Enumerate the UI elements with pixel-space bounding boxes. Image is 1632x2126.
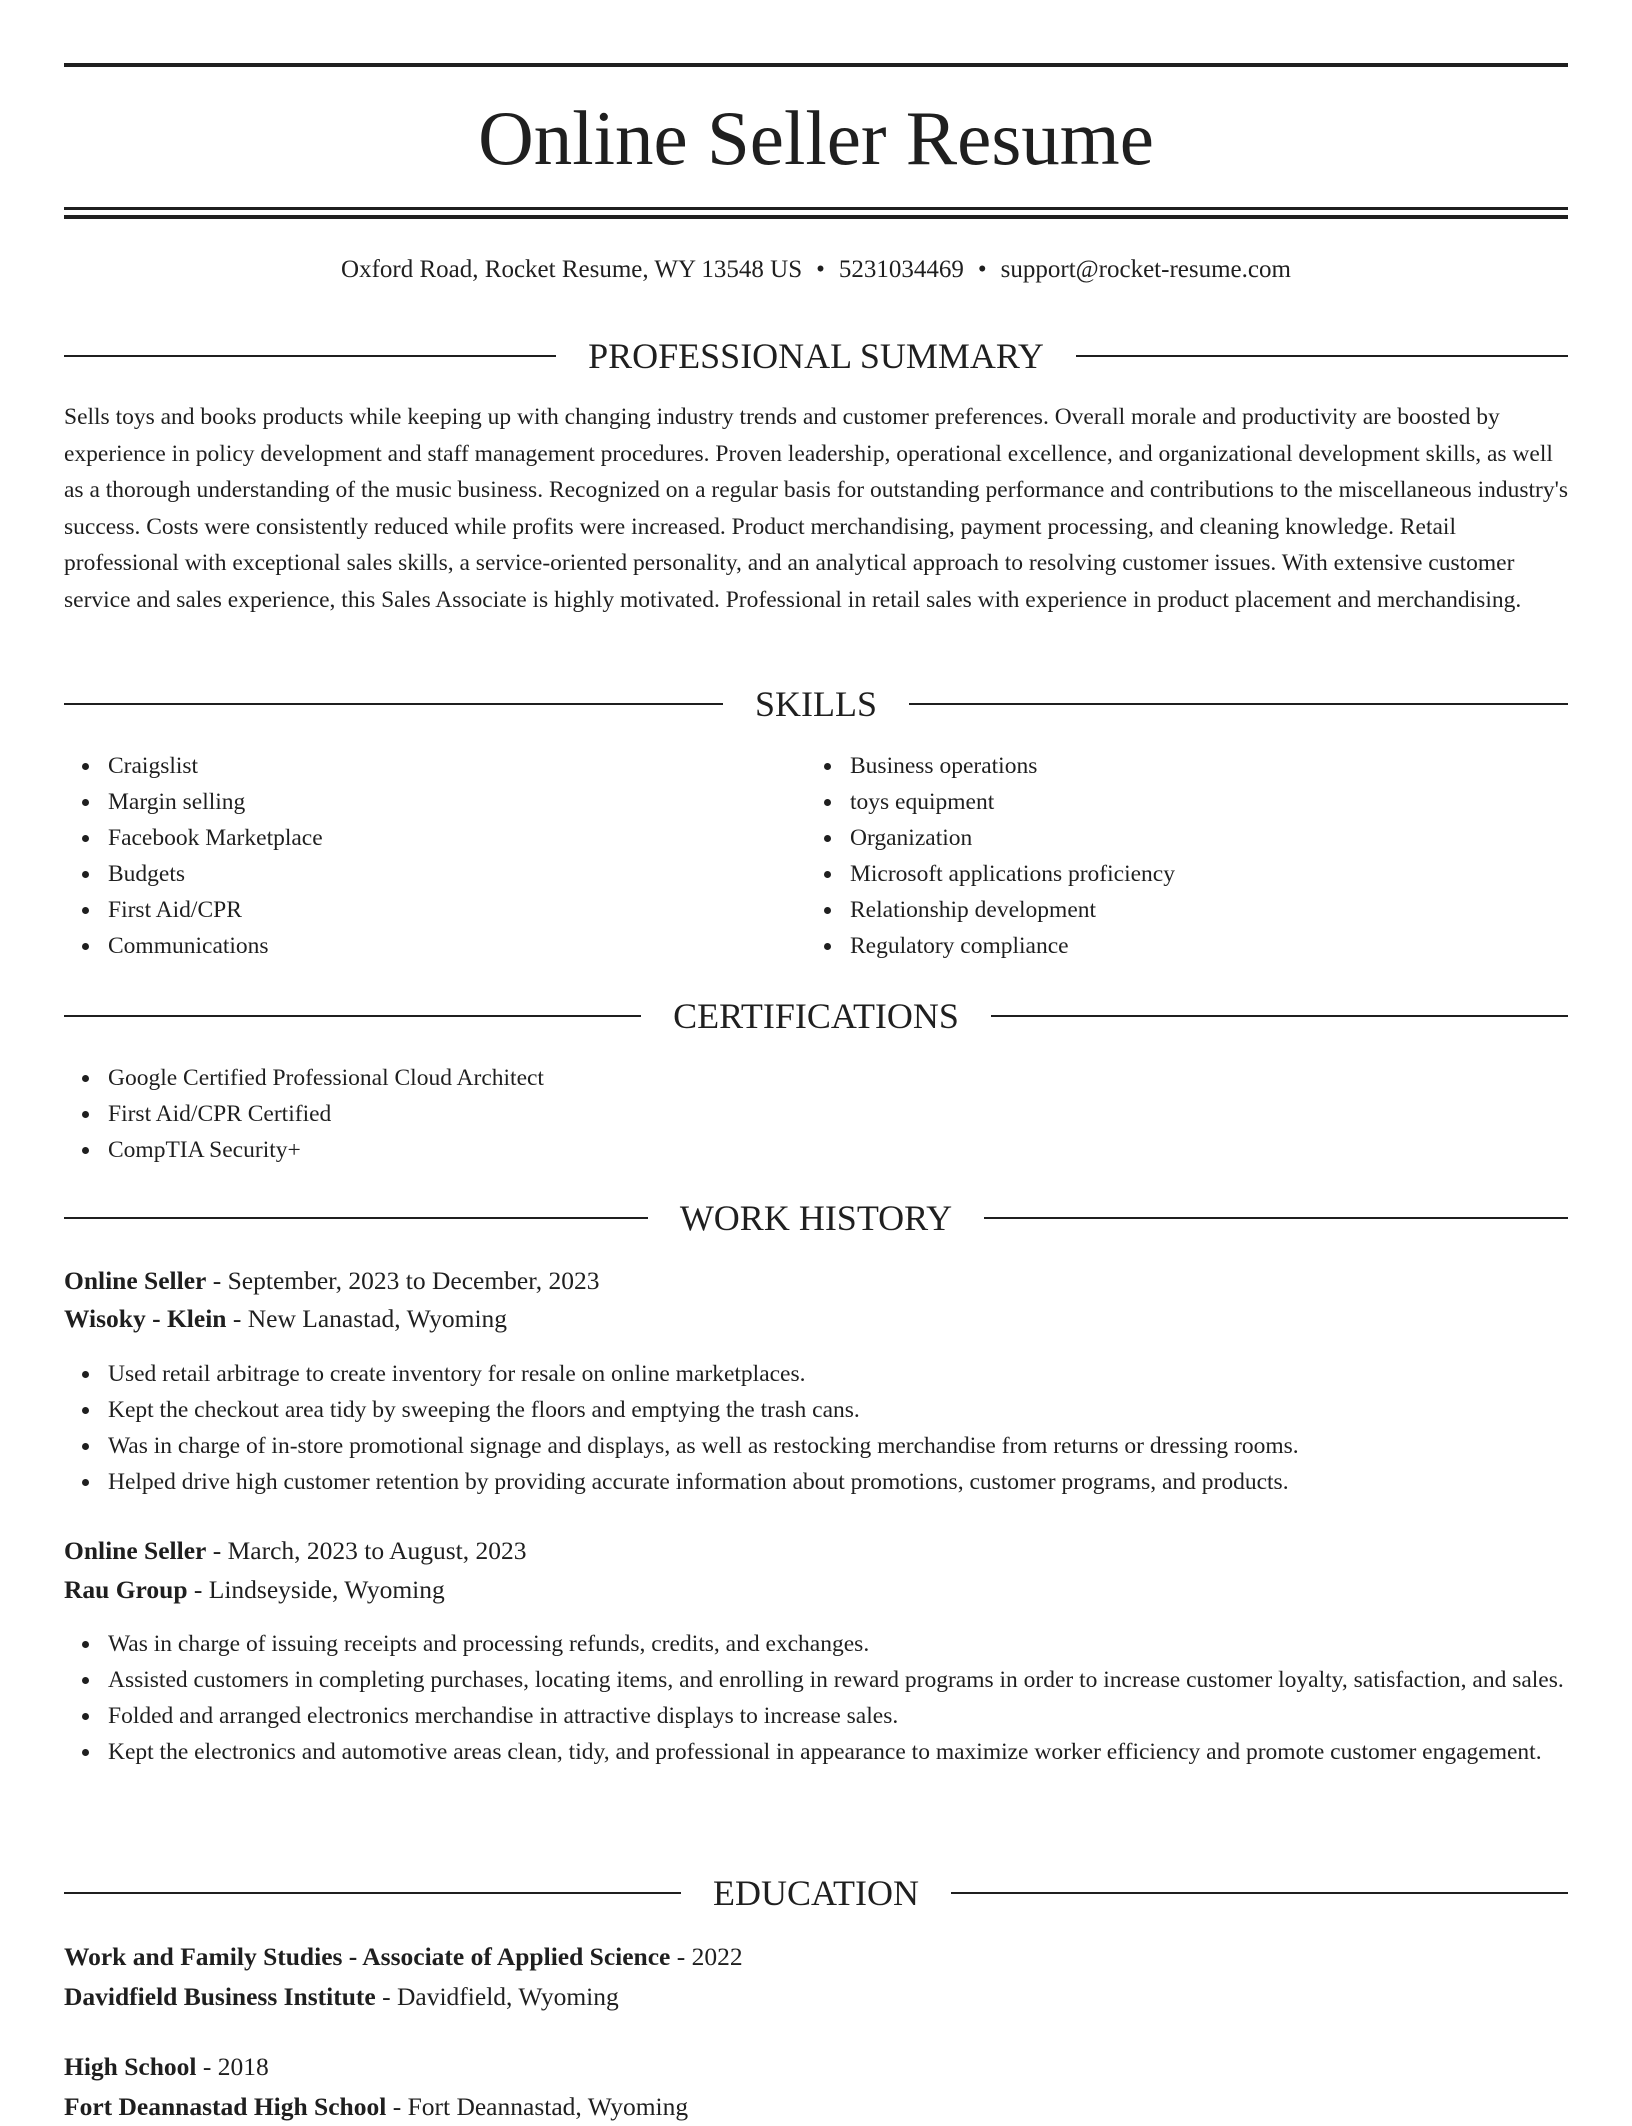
contact-email: support@rocket-resume.com: [1000, 256, 1291, 283]
section-heading-work-history: [64, 1194, 1568, 1242]
job-title: Online Seller: [64, 1536, 207, 1565]
heading-rule: [984, 1217, 1568, 1219]
job-duty-item: Folded and arranged electronics merchandise in attractive displays to increase sales.: [108, 1698, 1568, 1734]
job-company: Rau Group: [64, 1575, 188, 1604]
job-company-line: [64, 1300, 1568, 1338]
job-duty-item: Kept the electronics and automotive areas clean, tidy, and professional in appearance to maximize worker efficiency and promote customer engagement.: [108, 1734, 1568, 1770]
heading-rule: [64, 1892, 681, 1894]
contact-line: [64, 252, 1568, 288]
job-company: Wisoky - Klein: [64, 1304, 227, 1333]
job-duty-item: Kept the checkout area tidy by sweeping the floors and emptying the trash cans.: [108, 1392, 1568, 1428]
job-duty-item: Helped drive high customer retention by providing accurate information about promotions, customer programs, and products.: [108, 1464, 1568, 1500]
job-duty-item: Was in charge of issuing receipts and processing refunds, credits, and exchanges.: [108, 1626, 1568, 1662]
title-double-rule-lower: [64, 215, 1568, 219]
education-year: - 2018: [196, 2052, 269, 2081]
heading-rule: [64, 1217, 648, 1219]
section-heading-skills: [64, 680, 1568, 728]
certification-item: Google Certified Professional Cloud Architect: [108, 1060, 1568, 1096]
certification-item: CompTIA Security+: [108, 1132, 1568, 1168]
skill-item: Craigslist: [108, 748, 808, 784]
education-school: Fort Deannastad High School: [64, 2092, 387, 2121]
section-heading-summary: [64, 332, 1568, 380]
skill-item: First Aid/CPR: [108, 892, 808, 928]
heading-rule: [64, 703, 723, 705]
education-degree: Work and Family Studies - Associate of Applied Science: [64, 1942, 671, 1971]
job-dates: - March, 2023 to August, 2023: [206, 1536, 527, 1565]
job-title-line: [64, 1532, 1568, 1570]
skill-item: Organization: [850, 820, 1610, 856]
education-year: - 2022: [670, 1942, 743, 1971]
skill-item: Business operations: [850, 748, 1610, 784]
heading-rule: [64, 355, 556, 357]
section-heading-education: [64, 1869, 1568, 1917]
skill-item: Regulatory compliance: [850, 928, 1610, 964]
education-degree: High School: [64, 2052, 197, 2081]
education-location: - Davidfield, Wyoming: [375, 1982, 619, 2011]
job-dates: - September, 2023 to December, 2023: [206, 1266, 600, 1295]
section-title: EDUCATION: [713, 1873, 919, 1913]
skill-item: toys equipment: [850, 784, 1610, 820]
contact-separator: •: [816, 256, 825, 283]
skill-item: Relationship development: [850, 892, 1610, 928]
skill-item: Margin selling: [108, 784, 808, 820]
job-duty-item: Assisted customers in completing purchases, locating items, and enrolling in reward programs in order to increase customer loyalty, satisfaction, and sales.: [108, 1662, 1568, 1698]
skill-item: Microsoft applications proficiency: [850, 856, 1610, 892]
education-school: Davidfield Business Institute: [64, 1982, 376, 2011]
resume-title: Online Seller Resume: [478, 95, 1154, 181]
education-school-line: [64, 2088, 1568, 2126]
skills-list-right: [806, 748, 1610, 964]
section-heading-certifications: [64, 992, 1568, 1040]
job-duty-item: Was in charge of in-store promotional signage and displays, as well as restocking merchandise from returns or dressing rooms.: [108, 1428, 1568, 1464]
contact-phone: 5231034469: [838, 256, 964, 283]
certifications-list: [64, 1060, 1568, 1168]
job-title: Online Seller: [64, 1266, 207, 1295]
heading-rule: [64, 1015, 641, 1017]
certification-item: First Aid/CPR Certified: [108, 1096, 1568, 1132]
skill-item: Communications: [108, 928, 808, 964]
job-duty-item: Used retail arbitrage to create inventory for resale on online marketplaces.: [108, 1356, 1568, 1392]
title-double-rule-upper: [64, 207, 1568, 210]
skill-item: Budgets: [108, 856, 808, 892]
contact-address: Oxford Road, Rocket Resume, WY 13548 US: [341, 256, 803, 283]
section-title: SKILLS: [755, 684, 878, 724]
skills-list-left: [64, 748, 808, 964]
top-rule: [64, 63, 1568, 67]
education-degree-line: [64, 1938, 1568, 1976]
job-location: - New Lanastad, Wyoming: [226, 1304, 508, 1333]
job-title-line: [64, 1262, 1568, 1300]
job-company-line: [64, 1571, 1568, 1609]
skill-item: Facebook Marketplace: [108, 820, 808, 856]
section-title: WORK HISTORY: [679, 1198, 953, 1238]
job-duties-list: [64, 1356, 1568, 1500]
heading-rule: [991, 1015, 1568, 1017]
heading-rule: [951, 1892, 1568, 1894]
job-duties-list: [64, 1626, 1568, 1770]
summary-paragraph: Sells toys and books products while keeping up with changing industry trends and customer preferences. Overall morale and productivity are boosted by experience in policy development and staff management procedures. Proven leadership, operational excellence, and organizational development skills, as well as a thorough understanding of the music business. Recognized on a regular basis for outstanding performance and contributions to the miscellaneous industry's success. Costs were consistently reduced while profits were increased. Product merchandising, payment processing, and cleaning knowledge. Retail professional with exceptional sales skills, a service-oriented personality, and an analytical approach to resolving customer issues. With extensive customer service and sales experience, this Sales Associate is highly motivated. Professional in retail sales with experience in product placement and merchandising.: [64, 404, 1568, 613]
contact-separator: •: [977, 256, 987, 283]
section-title: PROFESSIONAL SUMMARY: [588, 336, 1044, 376]
heading-rule: [1076, 355, 1568, 357]
job-location: - Lindseyside, Wyoming: [187, 1575, 445, 1604]
education-school-line: [64, 1978, 1568, 2016]
section-title: CERTIFICATIONS: [673, 996, 959, 1036]
heading-rule: [909, 703, 1568, 705]
education-degree-line: [64, 2048, 1568, 2086]
education-location: - Fort Deannastad, Wyoming: [386, 2092, 689, 2121]
